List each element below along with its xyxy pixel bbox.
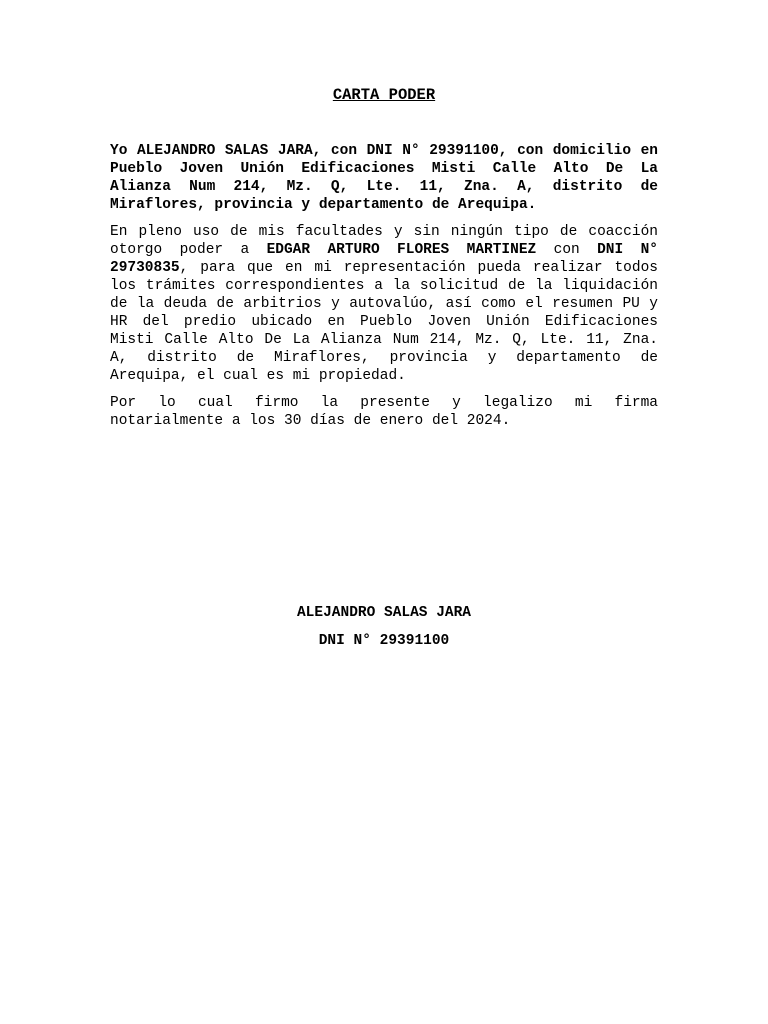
grant-text-part-1: En pleno uso de mis facultades y sin ningún tipo de coacción otorgo poder a — [110, 224, 658, 258]
grant-paragraph — [110, 223, 658, 385]
agent-name: EDGAR ARTURO FLORES MARTINEZ — [266, 242, 537, 258]
document-title: CARTA PODER — [332, 86, 436, 104]
agent-dni: DNI N° 29730835 — [110, 242, 658, 276]
grantor-paragraph: Yo ALEJANDRO SALAS JARA, con DNI N° 29391100, con domicilio en Pueblo Joven Unión Edificaciones Misti Calle Alto De La Alianza Num 214, Mz. Q, Lte. 11, Zna. A, distrito de Miraflores, provincia y departamento de Arequipa. — [110, 143, 658, 213]
grant-text-part-2: con — [536, 242, 598, 258]
signature-block — [0, 604, 768, 650]
closing-paragraph: Por lo cual firmo la presente y legalizo mi firma notarialmente a los 30 días de enero del 2024. — [110, 395, 658, 429]
document-body — [110, 142, 658, 439]
grant-text-part-3: , para que en mi representación pueda realizar todos los trámites correspondientes a la solicitud de la liquidación de la deuda de arbitrios y autovalúo, así como el resumen PU y HR del predio ubicado en Pueblo Joven Unión Edificaciones Misti Calle Alto De La Alianza Num 214, Mz. Q, Lte. 11, Zna. A, distrito de Miraflores, provincia y departamento de Arequipa, el cual es mi propiedad. — [110, 260, 658, 384]
signature-name: ALEJANDRO SALAS JARA — [296, 605, 472, 621]
signature-dni: DNI N° 29391100 — [318, 633, 450, 649]
